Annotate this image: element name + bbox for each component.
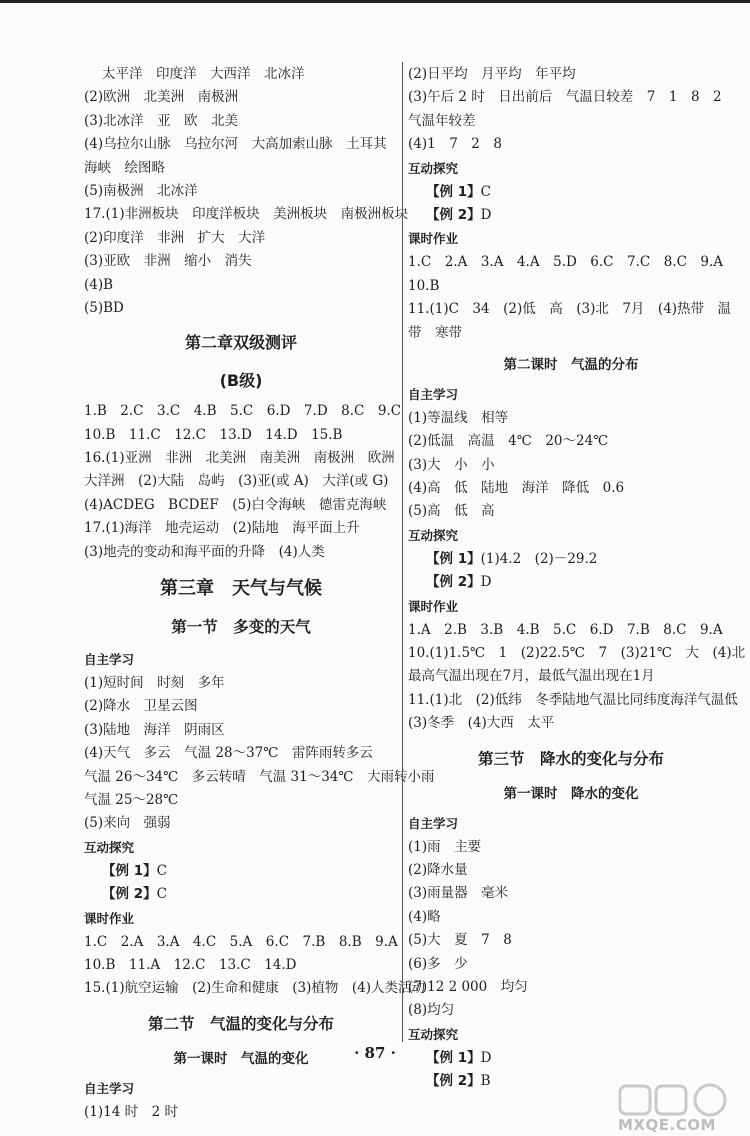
answer-line: 1.B 2.C 3.C 4.B 5.C 6.D 7.D 8.C 9.C [84, 403, 402, 420]
answer-line: (4)乌拉尔山脉 乌拉尔河 大高加索山脉 土耳其 [84, 136, 387, 153]
answer-line: (1)等温线 相等 [408, 409, 509, 426]
answer-line: 16.(1)亚洲 非洲 北美洲 南美洲 南极洲 欧洲 [84, 450, 395, 467]
answer-line: 10.B 11.A 12.C 13.C 14.D [84, 956, 297, 973]
answer-line: (4)1 7 2 8 [408, 136, 502, 153]
answer-line: 气温 25～28℃ [84, 791, 179, 808]
answer-line: (3)亚欧 非洲 缩小 消失 [84, 253, 252, 270]
answer-line: (4)ACDEG BCDEF (5)白令海峡 德雷克海峡 [84, 496, 387, 513]
answer-line: (5)南极洲 北冰洋 [84, 182, 198, 199]
subsection-heading: 互动探究 [408, 527, 459, 543]
answer-line: (3)午后 2 时 日出前后 气温日较差 7 1 8 2 [408, 89, 722, 106]
column-divider [402, 62, 403, 1042]
answer-line: 气温年较差 [408, 112, 476, 129]
example-answer [408, 181, 734, 204]
answer-line: (3)雨量器 毫米 [408, 885, 509, 902]
answer-line: (4)天气 多云 气温 28～37℃ 雷阵雨转多云 [84, 745, 373, 762]
page-number: · 87 · [354, 1044, 396, 1062]
example-answer [408, 548, 734, 571]
section-title: 第三节 降水的变化与分布 [477, 749, 664, 768]
example-label: 【例 1】 [426, 183, 481, 200]
answer-line: (4)B [84, 276, 114, 293]
chapter-title: 第三章 天气与气候 [160, 578, 322, 600]
answer-line: (3)陆地 海洋 阴雨区 [84, 721, 225, 738]
subsection-heading: 自主学习 [84, 652, 135, 668]
answer-line: (2)印度洋 非洲 扩大 大洋 [84, 229, 266, 246]
answer-line: 17.(1)海洋 地壳运动 (2)陆地 海平面上升 [84, 520, 360, 537]
answer-line: (4)高 低 陆地 海洋 降低 0.6 [408, 480, 625, 497]
answer-line: 气温 26～34℃ 多云转晴 气温 31～34℃ 大雨转小雨 [84, 768, 435, 785]
example-label: 【例 1】 [426, 1049, 481, 1066]
answer-line: (5)来向 强弱 [84, 815, 171, 832]
answer-line: (1)短时间 时刻 多年 [84, 675, 225, 692]
answer-line: (3)地壳的变动和海平面的升降 (4)人类 [84, 543, 325, 560]
answer-line: (2)降水量 [408, 861, 468, 878]
top-rule [0, 0, 750, 3]
answer-line: (2)欧洲 北美洲 南极洲 [84, 89, 239, 106]
answer-line: (4)略 [408, 908, 441, 925]
answer-line: (2)低温 高温 4℃ 20～24℃ [408, 433, 609, 450]
example-label: 【例 2】 [426, 574, 481, 591]
answer-line: (5)BD [84, 299, 124, 316]
subsection-heading: 课时作业 [408, 231, 459, 247]
subsection-heading: 课时作业 [84, 910, 135, 926]
answer-line: (3)大 小 小 [408, 456, 495, 473]
answer-line: (1)14 时 2 时 [84, 1103, 178, 1120]
answer-line: 1.C 2.A 3.A 4.C 5.A 6.C 7.B 8.B 9.A [84, 933, 398, 950]
answer-line: 1.A 2.B 3.B 4.B 5.C 6.D 7.B 8.C 9.A [408, 621, 723, 638]
answer-line: (3)北冰洋 亚 欧 北美 [84, 112, 239, 129]
answer-line: 1.C 2.A 3.A 4.A 5.D 6.C 7.C 8.C 9.A [408, 254, 724, 271]
chapter-test-title: (B级) [219, 371, 263, 391]
answer-line: (5)大 夏 7 8 [408, 932, 512, 949]
example-value: (1)4.2 (2)－29.2 [480, 550, 598, 567]
answer-line: (3)冬季 (4)大西 太平 [408, 715, 555, 732]
subsection-heading: 自主学习 [84, 1080, 135, 1096]
example-value: D [480, 1049, 492, 1066]
answer-line: (1)雨 主要 [408, 838, 482, 855]
answer-line: 大洋洲 (2)大陆 岛屿 (3)亚(或 A) 大洋(或 G) [84, 473, 389, 490]
example-answer [408, 571, 734, 594]
subsection-heading: 互动探究 [84, 839, 135, 855]
subsection-heading: 互动探究 [408, 160, 459, 176]
answer-line: (7)12 2 000 均匀 [408, 978, 528, 995]
chapter-test-title: 第二章双级测评 [184, 333, 297, 353]
subsection-heading: 课时作业 [408, 598, 459, 614]
example-answer [408, 204, 734, 227]
answer-line: 10.B [408, 277, 440, 294]
right-column [408, 63, 746, 1094]
answer-line: (8)均匀 [408, 1002, 455, 1019]
example-answer [84, 860, 398, 883]
subsection-heading: 自主学习 [408, 815, 459, 831]
example-label: 【例 2】 [102, 886, 157, 903]
answer-line: 海峡 绘图略 [84, 159, 165, 176]
answer-line: 太平洋 印度洋 大西洋 北冰洋 [102, 66, 305, 82]
answer-line: 15.(1)航空运输 (2)生命和健康 (3)植物 (4)人类活动 [84, 980, 425, 997]
example-label: 【例 2】 [426, 206, 481, 223]
example-value: D [480, 574, 492, 591]
watermark-text: MXQE.COM [618, 1116, 716, 1134]
answer-line: (2)日平均 月平均 年平均 [408, 66, 576, 82]
lesson-title: 第二课时 气温的分布 [503, 356, 639, 373]
answer-line: 最高气温出现在7月，最低气温出现在1月 [408, 668, 655, 685]
answer-line: 带 寒带 [408, 324, 462, 341]
answer-line: (2)降水 卫星云图 [84, 698, 198, 715]
answer-line: 11.(1)C 34 (2)低 高 (3)北 7月 (4)热带 温 [408, 301, 732, 318]
lesson-title: 第一课时 降水的变化 [503, 785, 639, 802]
subsection-heading: 自主学习 [408, 386, 459, 402]
section-title: 第一节 多变的天气 [171, 618, 311, 637]
example-answer [84, 883, 398, 906]
example-value: C [156, 886, 167, 903]
section-title: 第二节 气温的变化与分布 [147, 1014, 334, 1033]
example-value: B [480, 1073, 491, 1090]
example-label: 【例 2】 [426, 1073, 481, 1090]
answer-line: 10.B 11.C 12.C 13.D 14.D 15.B [84, 426, 343, 443]
example-label: 【例 1】 [426, 550, 481, 567]
lesson-title: 第一课时 气温的变化 [173, 1050, 309, 1067]
subsection-heading: 互动探究 [408, 1026, 459, 1042]
answer-line: 11.(1)北 (2)低纬 冬季陆地气温比同纬度海洋气温低 [408, 691, 738, 708]
example-label: 【例 1】 [102, 862, 157, 879]
answer-line: (5)高 低 高 [408, 503, 495, 520]
answer-line: (6)多 少 [408, 955, 468, 972]
answer-line: 10.(1)1.5℃ 1 (2)22.5℃ 7 (3)21℃ 大 (4)北 [408, 645, 746, 662]
example-value: D [480, 206, 492, 223]
answer-line: 17.(1)非洲板块 印度洋板块 美洲板块 南极洲板块 [84, 206, 409, 223]
example-value: C [480, 183, 491, 200]
example-value: C [156, 862, 167, 879]
